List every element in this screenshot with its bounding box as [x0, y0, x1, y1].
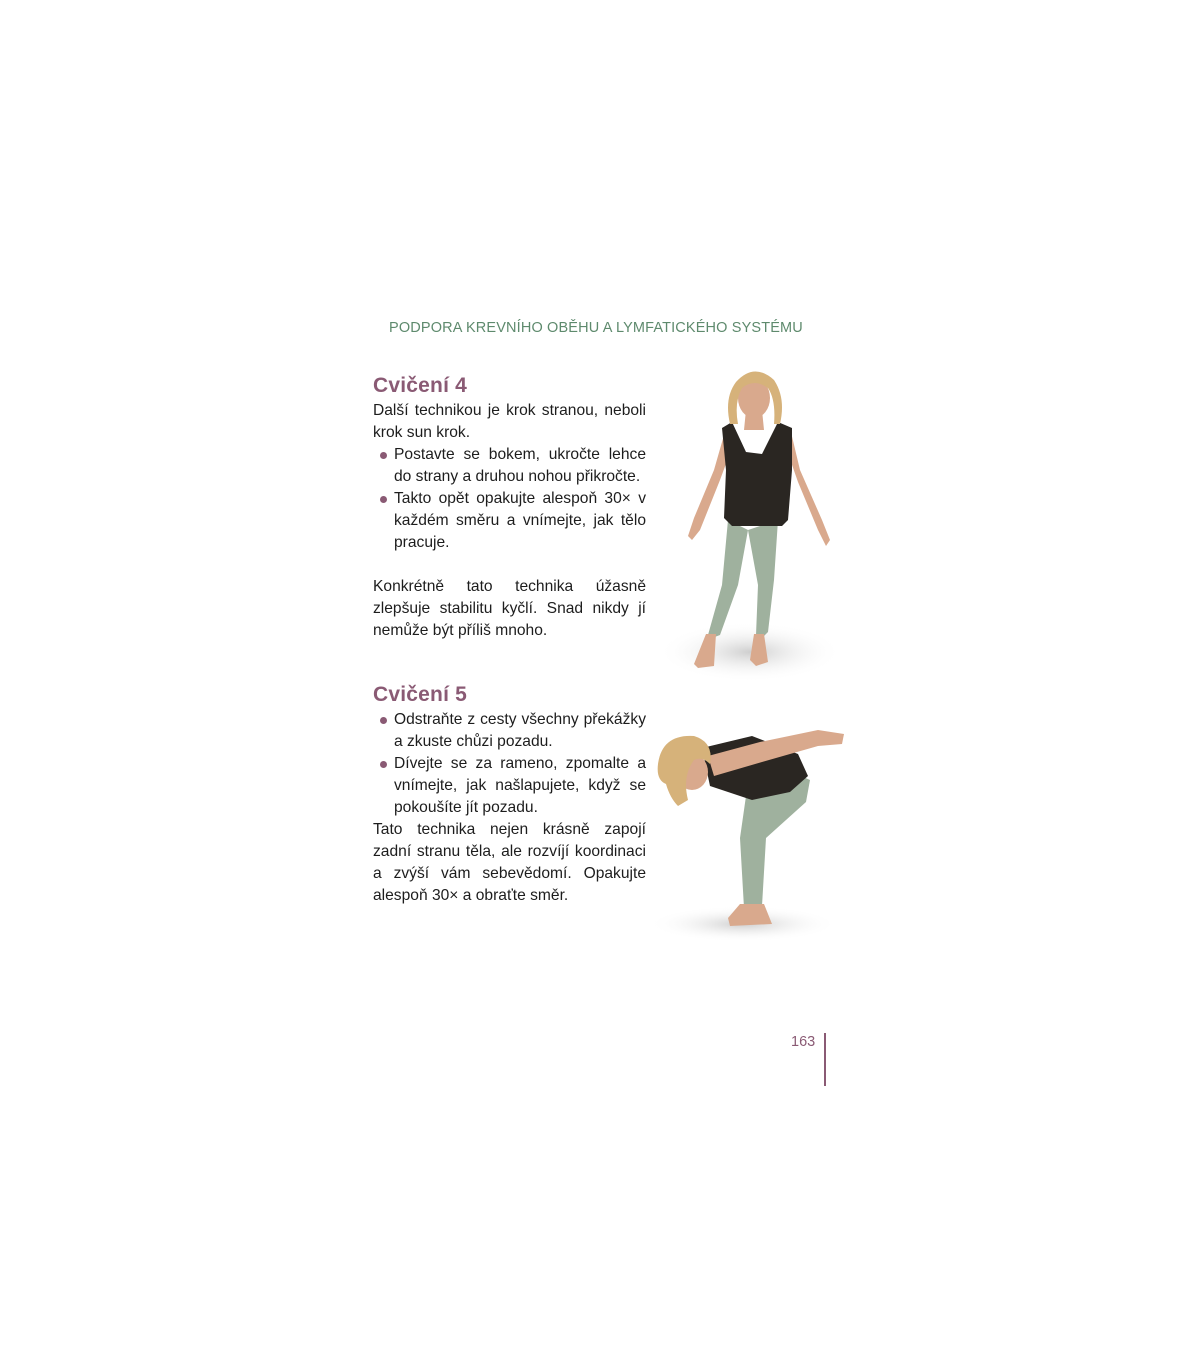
standing-pose-photo: [650, 370, 840, 690]
running-header: PODPORA KREVNÍHO OBĚHU A LYMFATICKÉHO SYSTÉMU: [389, 320, 803, 336]
bullet-dot-icon: [380, 452, 387, 459]
exercise-5-steps: [373, 709, 646, 819]
step-text: Postavte se bokem, ukročte lehce do strany a druhou nohou přikročte.: [394, 446, 646, 485]
exercise-5-step-1: [373, 709, 646, 753]
bullet-dot-icon: [380, 761, 387, 768]
exercise-4-outro: Konkrétně tato technika úžasně zlepšuje stabilitu kyčlí. Snad nikdy jí nemůže být příliš mnoho.: [373, 578, 646, 639]
step-text: Dívejte se za rameno, zpomalte a vnímejte, jak našlapujete, když se pokoušíte jít pozadu.: [394, 755, 646, 816]
exercise-4-steps: [373, 444, 646, 554]
step-text: Takto opět opakujte alespoň 30× v každém směru a vnímejte, jak tělo pracuje.: [394, 490, 646, 551]
exercise-5-outro: Tato technika nejen krásně zapojí zadní stranu těla, ale rozvíjí koordinaci a zvýší vám sebevědomí. Opakujte alespoň 30× a obraťte směr.: [373, 821, 646, 904]
exercise-4-heading: Cvičení 4: [373, 374, 468, 397]
exercise-4-intro: Další technikou je krok stranou, neboli krok sun krok.: [373, 402, 646, 441]
exercise-5-heading: Cvičení 5: [373, 683, 468, 706]
page-number-rule: [824, 1033, 826, 1086]
page-number: 163: [791, 1034, 816, 1050]
exercise-4-step-1: [373, 444, 646, 488]
exercise-4-step-2: [373, 488, 646, 554]
bent-forward-pose-photo: [648, 720, 853, 945]
bullet-dot-icon: [380, 496, 387, 503]
exercise-5-step-2: [373, 753, 646, 819]
bullet-dot-icon: [380, 717, 387, 724]
step-text: Odstraňte z cesty všechny překážky a zkuste chůzi pozadu.: [394, 711, 646, 750]
